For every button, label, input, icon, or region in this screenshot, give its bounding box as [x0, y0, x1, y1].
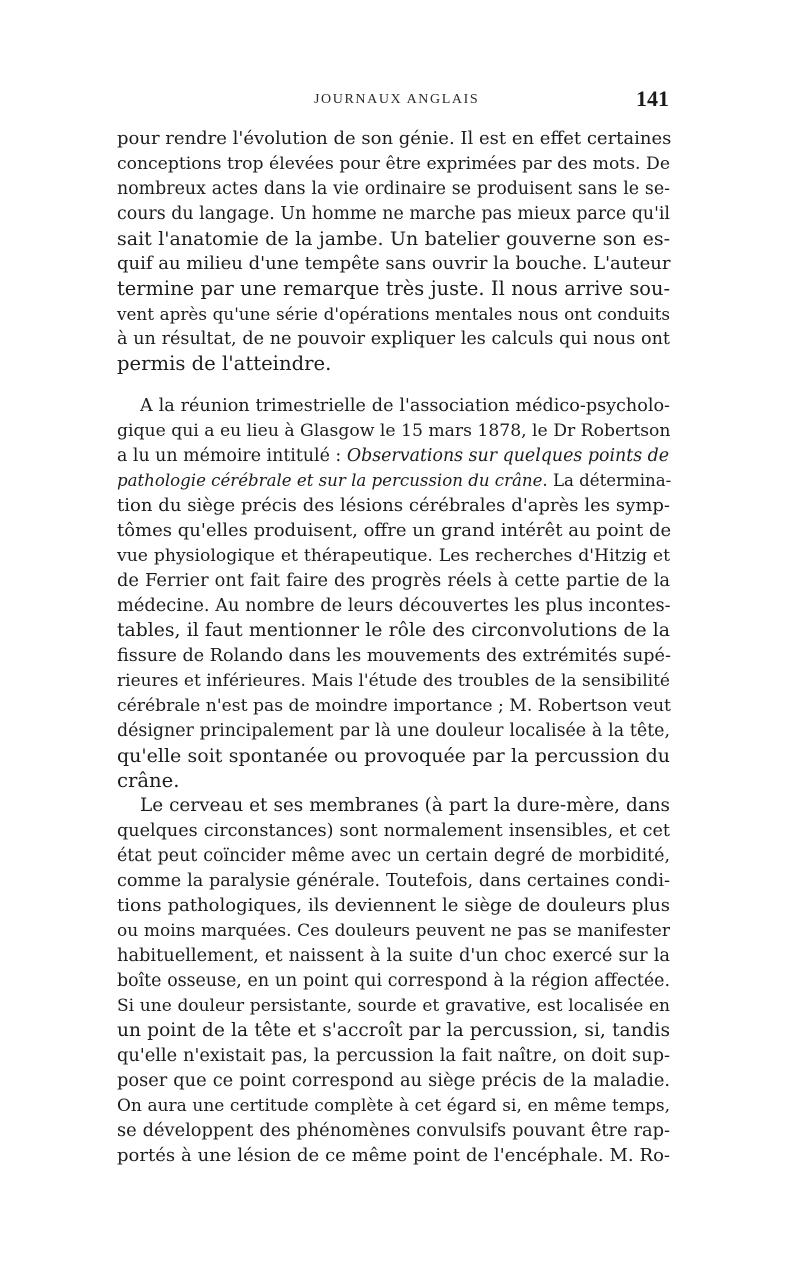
text-line: tions pathologiques, ils deviennent le siège de douleurs plus: [117, 895, 670, 916]
text-line: permis de l'atteindre.: [117, 352, 332, 375]
text-line: tion du siège précis des lésions cérébrales d'après les symp-: [117, 495, 670, 516]
text-line: désigner principalement par là une douleur localisée à la tête,: [117, 721, 670, 741]
text-line: se développent des phénomènes convulsifs pouvant être rap-: [117, 1120, 670, 1141]
text-line: tables, il faut mentionner le rôle des circonvolutions de la: [117, 620, 670, 641]
text-line: quif au milieu d'une tempête sans ouvrir la bouche. L'auteur: [117, 253, 671, 274]
text-line: un point de la tête et s'accroît par la percussion, si, tandis: [117, 1020, 670, 1041]
text-line: gique qui a eu lieu à Glasgow le 15 mars 1878, le Dr Robertson: [117, 421, 671, 441]
text-line: [117, 444, 670, 468]
text-line: pour rendre l'évolution de son génie. Il est en effet certaines: [117, 128, 672, 149]
text-line: [117, 469, 670, 493]
memoir-title: Observations sur quelques points de: [346, 446, 670, 466]
text-line: état peut coïncider même avec un certain degré de morbidité,: [117, 846, 670, 866]
page-number: 141: [636, 86, 669, 111]
text-line: habituellement, et naissent à la suite d'un choc exercé sur la: [117, 945, 670, 966]
memoir-title-continued: pathologie cérébrale et sur la percussion du crâne: [117, 471, 543, 490]
text-line: crâne.: [117, 769, 180, 792]
text-line: de Ferrier ont fait faire des progrès réels à cette partie de la: [117, 570, 670, 591]
running-head: JOURNAUX ANGLAIS: [314, 92, 480, 107]
text-line: sait l'anatomie de la jambe. Un batelier gouverne son es-: [117, 228, 670, 250]
text-line: qu'elle soit spontanée ou provoquée par la percussion du: [117, 745, 670, 767]
text-line: conceptions trop élevées pour être exprimées par des mots. De: [117, 154, 670, 174]
text-line: vent après qu'une série d'opérations mentales nous ont conduits: [117, 304, 670, 324]
text-line: termine par une remarque très juste. Il nous arrive sou-: [117, 277, 670, 300]
text-line: tômes qu'elles produisent, offre un grand intérêt au point de: [117, 520, 672, 541]
text-fragment: a lu un mémoire intitulé :: [117, 446, 342, 466]
text-line: poser que ce point correspond au siège précis de la maladie.: [117, 1070, 670, 1091]
text-line: fissure de Rolando dans les mouvements des extrémités supé-: [117, 646, 671, 666]
text-line: ou moins marquées. Ces douleurs peuvent ne pas se manifester: [117, 921, 670, 941]
text-line: Le cerveau et ses membranes (à part la dure-mère, dans: [140, 795, 670, 816]
text-line: A la réunion trimestrielle de l'association médico-psycholo-: [140, 396, 670, 416]
text-line: qu'elle n'existait pas, la percussion la fait naître, on doit sup-: [117, 1045, 670, 1066]
text-line: comme la paralysie générale. Toutefois, dans certaines condi-: [117, 871, 670, 891]
text-line: médecine. Au nombre de leurs découvertes les plus incontes-: [117, 595, 671, 616]
text-line: portés à une lésion de ce même point de l'encéphale. M. Ro-: [117, 1145, 670, 1166]
text-line: nombreux actes dans la vie ordinaire se produisent sans le se-: [117, 179, 670, 199]
text-line: cérébrale n'est pas de moindre importance ; M. Robertson veut: [117, 696, 671, 716]
text-line: rieures et inférieures. Mais l'étude des troubles de la sensibilité: [117, 671, 670, 691]
text-line: cours du langage. Un homme ne marche pas mieux parce qu'il: [117, 204, 670, 224]
text-line: à un résultat, de ne pouvoir expliquer les calculs qui nous ont: [117, 329, 670, 349]
text-fragment: . La détermina-: [542, 471, 672, 490]
text-line: vue physiologique et thérapeutique. Les recherches d'Hitzig et: [117, 546, 670, 566]
text-line: Si une douleur persistante, sourde et gravative, est localisée en: [117, 996, 670, 1016]
text-line: On aura une certitude complète à cet égard si, en même temps,: [117, 1096, 670, 1116]
text-line: boîte osseuse, en un point qui correspond à la région affectée.: [117, 971, 670, 991]
text-line: quelques circonstances) sont normalement insensibles, et cet: [117, 821, 670, 841]
